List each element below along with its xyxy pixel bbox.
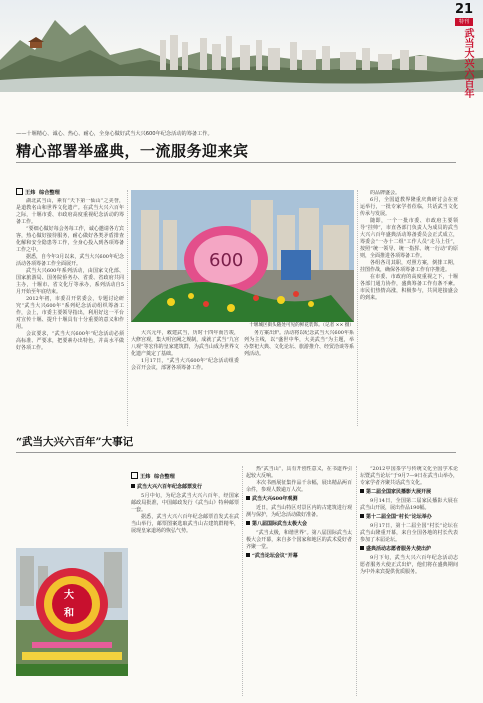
chronicle-byline bbox=[131, 472, 175, 480]
section-title: 武当大兴六百年 bbox=[462, 28, 473, 98]
paragraph: 近日，武当山特区对景区内的古建筑进行观测与保护，为纪念活动做好准备。 bbox=[246, 505, 352, 518]
paragraph: 本次书画展征集作品千余幅，展出精品两百余件，参观人数逾万人次。 bbox=[246, 480, 352, 493]
paragraph: 9月14日，全国第二届家民播影大展在武当山开展，展出作品190幅。 bbox=[360, 498, 458, 511]
event-subheading-text: 第二届全国家民播影大展开展 bbox=[366, 489, 432, 495]
masthead-banner bbox=[0, 0, 483, 92]
paragraph: “2012中国茶学与传统文化全国学术论坛暨武当论坛”于9月7—9日在武当山举办，专家学者齐聚共话武当文化。 bbox=[360, 466, 458, 486]
paragraph: 9月17日，第十二届全国“村长”论坛在武当山隆重开幕，来自全国各地的村长代表参加了本届论坛。 bbox=[360, 523, 458, 543]
lead-in: ——十堰精心、诚心、热心、耐心，全身心做好武当大兴600年纪念活动的筹备工作。 bbox=[16, 131, 213, 137]
svg-text:600: 600 bbox=[209, 250, 244, 271]
event-subheading-text: 武当大兴六百年纪念邮票发行 bbox=[137, 484, 203, 490]
column-divider bbox=[127, 190, 128, 426]
byline-author: 王炜 bbox=[140, 474, 151, 480]
paragraph: “武当太极，和谐世界”。第八届国际武当太极大会开幕，来自多个国家和地区的武术爱好者齐聚一堂。 bbox=[246, 530, 352, 550]
paragraph: 6月，全国道教界隆重庆典研讨会在亚运举行，一批专家学者莅临，共话武当文化传承与发展。 bbox=[360, 197, 458, 217]
paragraph: 各组各司其职，对照方案，倒排工期，挂图作战，确保各项筹备工作有序推进。 bbox=[360, 260, 458, 273]
event-subheading bbox=[131, 484, 239, 491]
street-flower-photo bbox=[131, 190, 354, 322]
paragraph: 热“武当山”，具有开创性意义，在书道界引起较大反响。 bbox=[246, 466, 352, 479]
event-subheading-text: 盛典活动志愿者服务大使出炉 bbox=[366, 546, 432, 552]
page-number: 21 bbox=[455, 2, 474, 17]
paragraph: 2012年初，市委召开常委会，专题讨论研究“武当大兴600年”系列纪念活动组织筹备工作，会上，市委主要领导指出，利用好这一平台对宣传十堰、提升十堰具有十分重要的意义和作用。 bbox=[16, 296, 124, 330]
headline: 精心部署举盛典，一流服务迎来宾 bbox=[16, 142, 249, 160]
byline-square-icon bbox=[16, 188, 23, 195]
story1-column-4 bbox=[360, 190, 458, 426]
chronicle-column-2 bbox=[246, 466, 352, 696]
chronicle-headline: “武当大兴六百年”大事记 bbox=[16, 436, 134, 448]
event-subheading-text: 第八届国际武当太极大会 bbox=[252, 521, 308, 527]
chronicle-column-1 bbox=[131, 482, 239, 696]
chronicle-rule bbox=[16, 452, 456, 453]
anniversary-emblem-photo bbox=[16, 548, 128, 676]
byline-author: 王炜 bbox=[25, 190, 36, 196]
emblem-text-top: 大 bbox=[64, 590, 74, 601]
photo-caption: 十堰城区街头随处可见的鲜花装饰。（记者 ×× 摄） bbox=[249, 323, 354, 328]
byline-square-icon bbox=[131, 472, 138, 479]
byline bbox=[16, 188, 60, 196]
bullet-square-icon bbox=[131, 484, 135, 488]
paragraph: 据悉，武当大兴六百年纪念邮票首发式在武当山举行，邮票图案选取武当山古建筑群精华，展现皇家道场的恢弘气势。 bbox=[131, 514, 239, 534]
event-subheading-text: 武当大兴600年观测 bbox=[252, 496, 298, 502]
paragraph: 大兴元年，敕建武当，历时十四年而告竣，大修宫观，集大明宫阙之规制，成就了武当“九宫八观”等宏伟的皇家建筑群，为武当山成为世界文化遗产奠定了基础。 bbox=[131, 330, 239, 357]
bullet-square-icon bbox=[246, 496, 250, 500]
bullet-square-icon bbox=[360, 546, 364, 550]
page-number-block bbox=[455, 3, 473, 26]
paragraph: 5月中旬，为纪念武当大兴六百年，经国家邮政局批准，中国邮政发行《武当山》特种邮票一套。 bbox=[131, 493, 239, 513]
mountain-panorama bbox=[0, 0, 483, 92]
paragraph: 湖北武当山，素有“天下第一仙山”之美誉，是道教名山和世界文化遗产。在武当大兴六百年之际，十堰市委、市政府高度重视纪念活动的筹备工作。 bbox=[16, 198, 124, 225]
event-subheading bbox=[360, 514, 458, 521]
paragraph: 武当大兴600年系列活动，由国家文化部、国家旅游局、国务院侨务办、省委、省政府共同主办，十堰市、省文化厅等承办，系列活动自5月开始至年底结束。 bbox=[16, 268, 124, 295]
story1-column-3 bbox=[244, 330, 354, 426]
event-subheading bbox=[360, 546, 458, 553]
event-subheading bbox=[360, 489, 458, 496]
story1-column-2 bbox=[131, 330, 239, 426]
paragraph: 会议要求，“武当大兴600年”纪念活动必须高标准、严要求，把要素办出特色，并高水平做好各项工作。 bbox=[16, 331, 124, 351]
chronicle-column-3 bbox=[360, 466, 458, 696]
paragraph: 1月17日，“武当大兴600年”纪念活动组委会召开会议，部署各项筹备工作。 bbox=[131, 358, 239, 371]
paragraph: 9月下旬，武当大兴六百年纪念活动志愿者服务大使正式出炉，他们将在盛典期间为中外来宾提供优质服务。 bbox=[360, 555, 458, 575]
paragraph: “要细心做好每会务每工作，诚心邀请各方宾客，热心做好接待服务，耐心做好各类矛盾排查化解和安全隐患等工作，全身心投入到各项筹备工作之中。 bbox=[16, 226, 124, 253]
headline-rule bbox=[16, 162, 456, 163]
paragraph: 务方案出炉。活动将以纪念武当大兴600年系列为主线，以“盛世中华，大美武当”为主题，举办祭祀大典、文化论坛、旅游推介、经贸洽谈等系列活动。 bbox=[244, 330, 354, 357]
page-tag: 特刊 bbox=[455, 18, 473, 26]
event-subheading bbox=[246, 553, 352, 560]
byline-desk: 综合整理 bbox=[39, 190, 60, 196]
story1-column-1 bbox=[16, 198, 124, 426]
byline-desk: 综合整理 bbox=[154, 474, 175, 480]
event-subheading-text: 第十二届全国“村长”论坛举办 bbox=[366, 514, 432, 520]
paragraph: 随即，一个一批市委、市政府主要领导“挂帅”，市直各部门负责人为成员的武当大兴六百年盛典活动筹备委员会正式成立，筹委会“一办十二组”工作人员“走马上任”，按照“统一领导、统一指挥、统一行动”的原则，全面推进各项筹备工作。 bbox=[360, 218, 458, 259]
paragraph: 的品牌盛会。 bbox=[370, 190, 401, 196]
bullet-square-icon bbox=[360, 489, 364, 493]
column-divider bbox=[356, 466, 357, 696]
column-divider bbox=[242, 466, 243, 696]
paragraph: 据悉，自今年3月以来，武当大兴600年纪念活动各项筹备工作全面展开。 bbox=[16, 254, 124, 267]
column-divider bbox=[357, 190, 358, 426]
bullet-square-icon bbox=[246, 521, 250, 525]
event-subheading bbox=[246, 496, 352, 503]
event-subheading bbox=[246, 521, 352, 528]
bullet-square-icon bbox=[246, 553, 250, 557]
emblem-text-bottom: 和 bbox=[64, 608, 74, 619]
bullet-square-icon bbox=[360, 514, 364, 518]
event-subheading-text: “武当论坛会议”开幕 bbox=[252, 553, 298, 559]
paragraph: 在市委、市政府的高度重视之下，十堰各部门通力协作，盛典筹备工作有条不紊。市民们热情高涨，积极参与，共同迎接盛会的到来。 bbox=[360, 274, 458, 301]
